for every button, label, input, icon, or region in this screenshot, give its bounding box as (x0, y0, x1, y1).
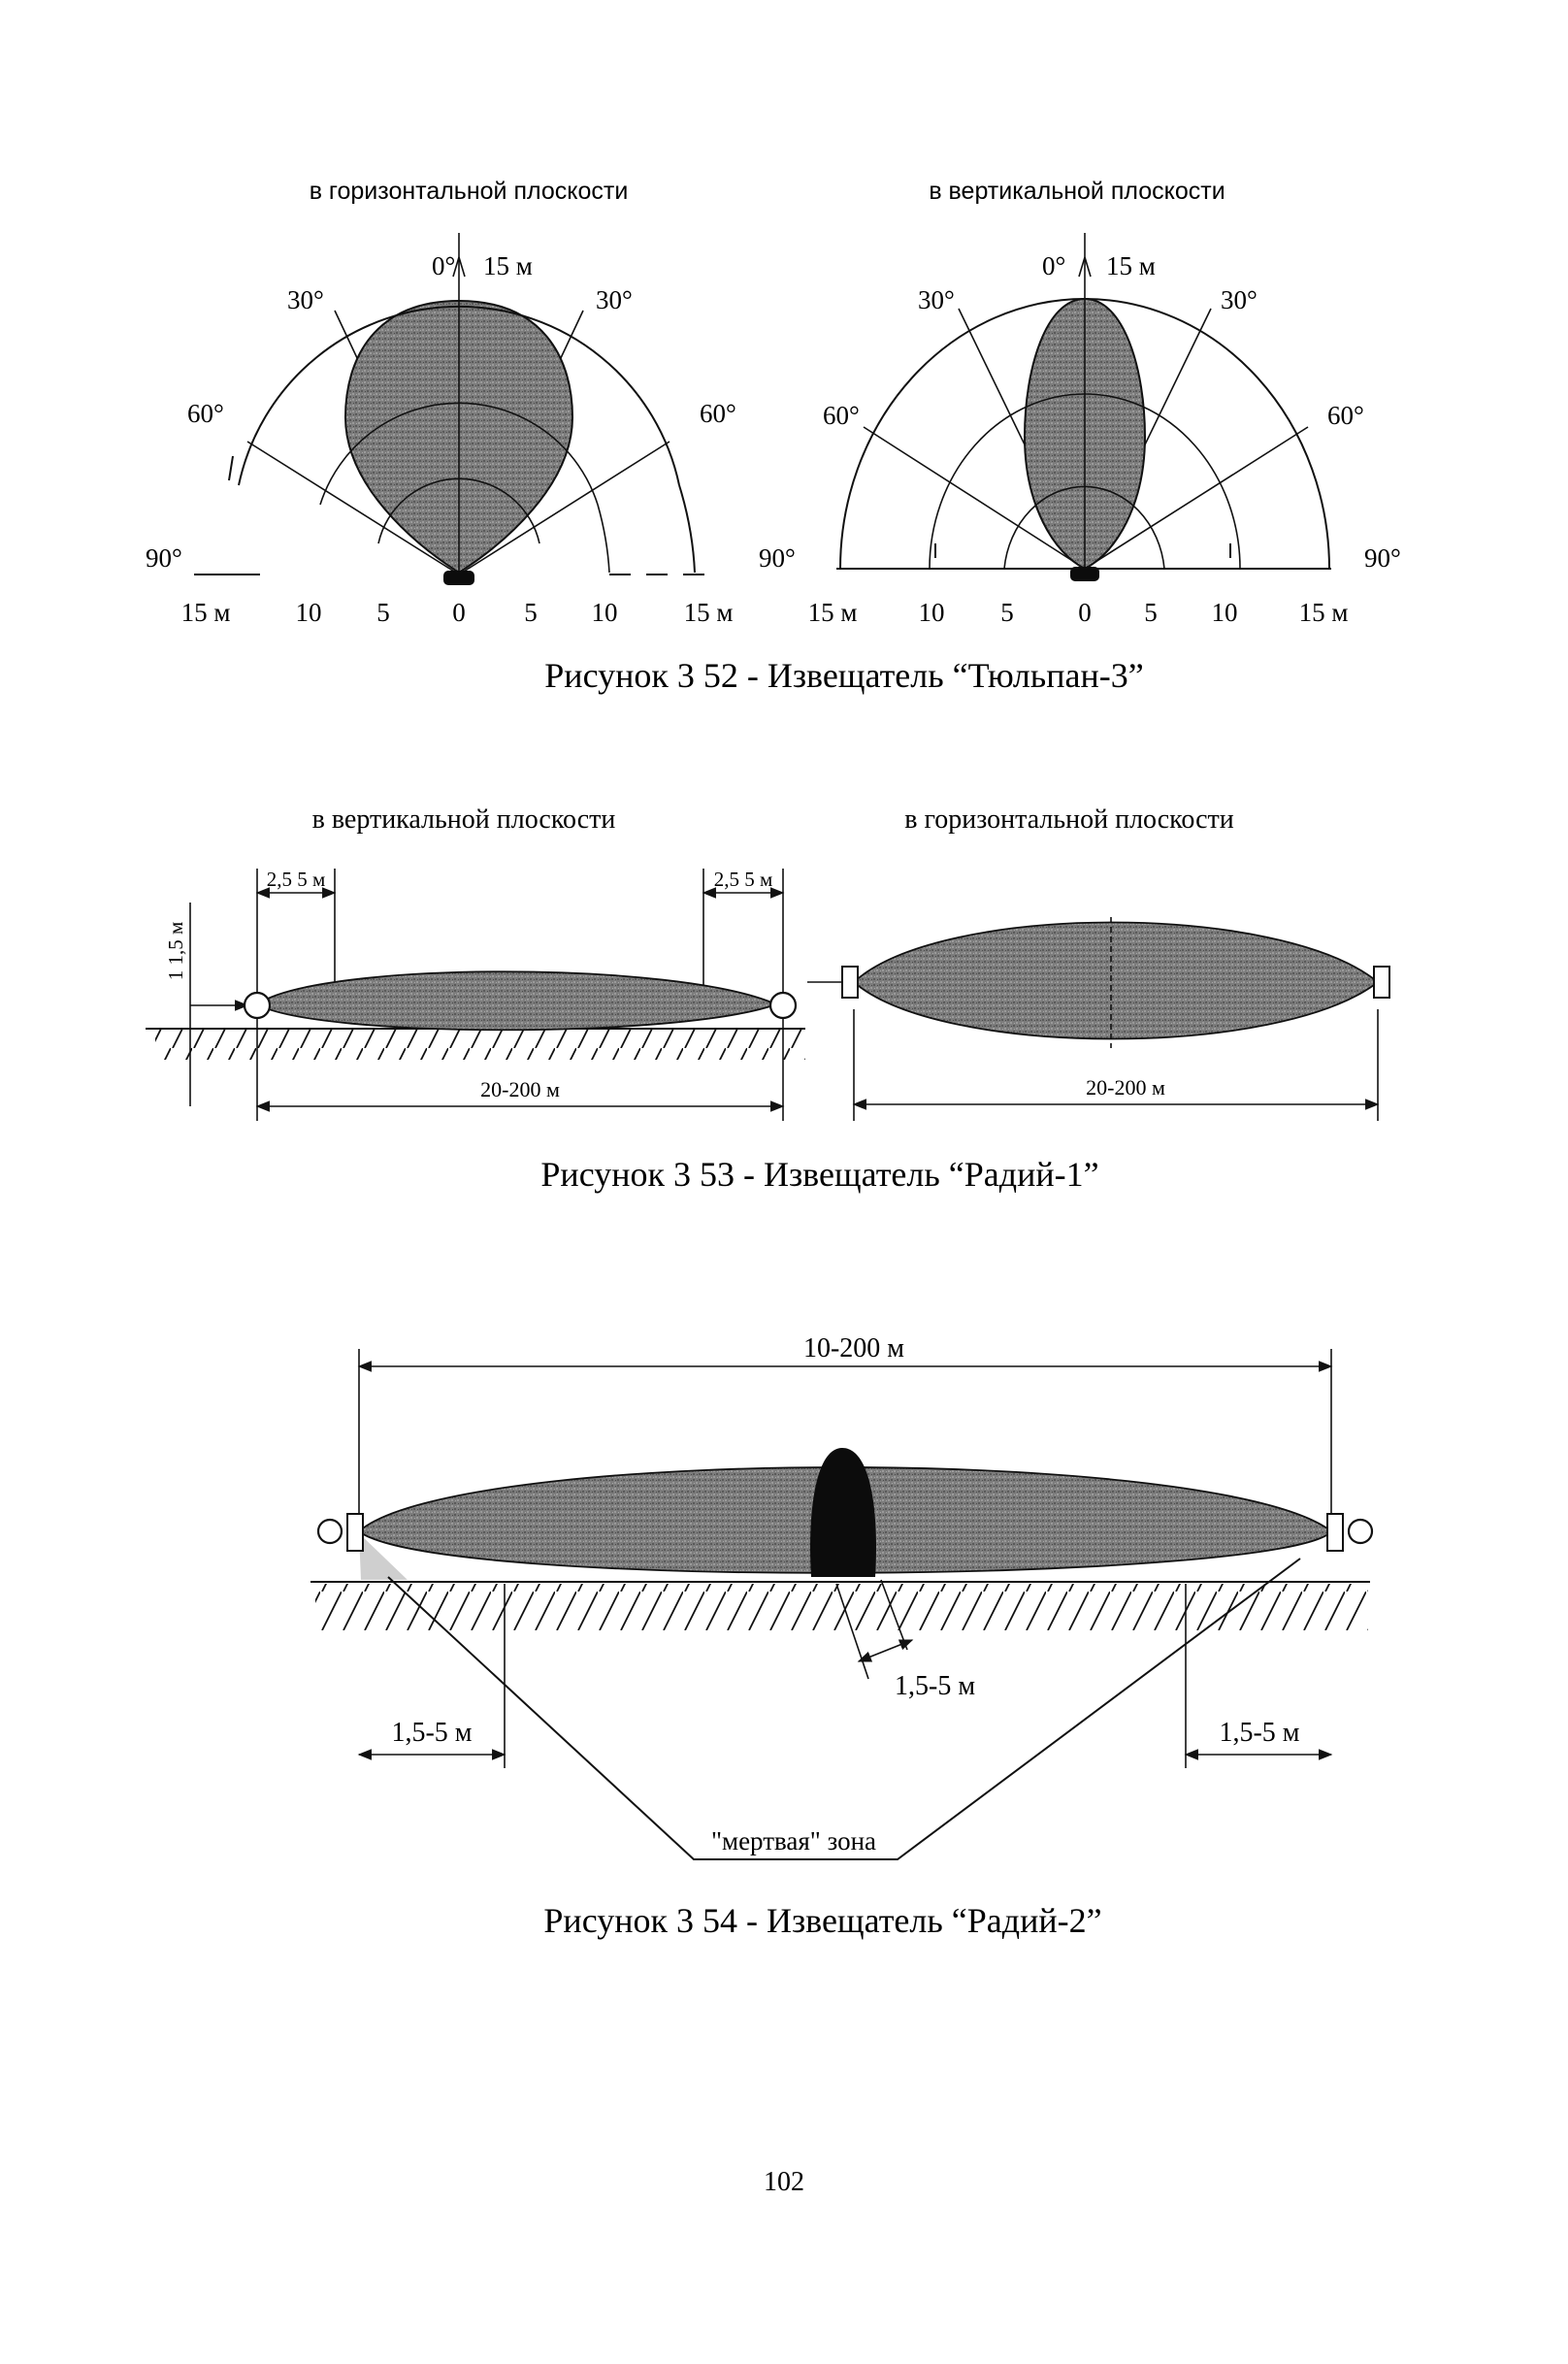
fig52-right-15m: 15 м (1106, 251, 1156, 280)
tick-label: 5 (1000, 598, 1014, 627)
fig52-left-deg90: 90° (146, 543, 182, 573)
fig53-right-range: 20-200 м (1086, 1075, 1165, 1100)
tick-label: 10 (1211, 598, 1238, 627)
fig53-left-ground-hatch (155, 1029, 805, 1060)
fig52-left-deg60r: 60° (700, 399, 736, 428)
tick-label: 5 (1144, 598, 1158, 627)
fig52-left-arc-end (679, 485, 695, 573)
fig52-left-arc-tick (229, 456, 233, 480)
fig53-horizontal-plane-diagram (807, 804, 1389, 1121)
fig53-left-title: в вертикальной плоскости (311, 804, 616, 835)
fig53-vertical-plane-diagram (146, 804, 805, 1121)
figure-52 (146, 178, 1401, 695)
fig52-left-sensor (443, 571, 474, 585)
fig52-left-arc-10m-end (598, 505, 609, 573)
fig53-left-receiver (770, 993, 796, 1018)
fig54-right-unit-lens (1349, 1520, 1372, 1543)
fig52-left-deg30l: 30° (287, 285, 324, 314)
tick-label: 5 (376, 598, 390, 627)
fig53-right-emitter (842, 967, 858, 998)
fig53-right-receiver (1374, 967, 1389, 998)
fig54-right-unit (1327, 1514, 1343, 1551)
fig52-left-deg60l: 60° (187, 399, 224, 428)
fig53-right-detection-zone (854, 923, 1378, 1039)
fig52-right-title: в вертикальной плоскости (929, 178, 1225, 205)
fig52-right-deg90r: 90° (1364, 543, 1401, 573)
fig54-width-center: 1,5-5 м (895, 1671, 976, 1701)
tick-label: 15 м (180, 598, 231, 627)
figure-53 (146, 804, 1389, 1194)
tick-label: 15 м (807, 598, 858, 627)
fig52-left-title: в горизонтальной плоскости (309, 178, 629, 205)
tick-label: 10 (591, 598, 618, 627)
tick-label: 0 (1078, 598, 1092, 627)
fig54-dead-zone: "мертвая" зона (710, 1826, 877, 1855)
fig52-right-scale (808, 598, 1349, 627)
figure-54 (310, 1333, 1372, 1940)
tick-label: 10 (295, 598, 322, 627)
fig52-left-scale (181, 598, 734, 627)
fig52-right-deg30l: 30° (918, 285, 955, 314)
fig52-vertical-plane-diagram (759, 178, 1401, 627)
fig54-width-left: 1,5-5 м (391, 1718, 473, 1748)
fig54-range: 10-200 м (802, 1333, 905, 1363)
fig52-left-deg30r: 30° (596, 285, 633, 314)
fig53-right-title: в горизонтальной плоскости (904, 804, 1234, 835)
fig52-right-deg90l: 90° (759, 543, 796, 573)
fig54-left-unit-lens (318, 1520, 342, 1543)
fig53-offset-right: 2,5 5 м (713, 868, 773, 891)
fig52-right-deg30r: 30° (1221, 285, 1258, 314)
tick-label: 0 (452, 598, 466, 627)
fig52-left-15m: 15 м (483, 251, 533, 280)
fig52-left-deg0: 0° (432, 251, 456, 280)
fig53-left-emitter (245, 993, 270, 1018)
fig53-offset-left: 2,5 5 м (266, 868, 326, 891)
tick-label: 15 м (683, 598, 734, 627)
fig52-right-sensor (1070, 567, 1099, 581)
fig53-caption: Рисунок 3 53 - Извещатель “Радий-1” (540, 1155, 1099, 1194)
fig54-caption: Рисунок 3 54 - Извещатель “Радий-2” (543, 1901, 1102, 1940)
tick-label: 5 (524, 598, 538, 627)
tick-label: 15 м (1298, 598, 1349, 627)
tick-label: 10 (918, 598, 945, 627)
fig53-height: 1 1,5 м (164, 921, 187, 981)
fig54-left-unit (347, 1514, 363, 1551)
fig54-ground-hatch (315, 1584, 1368, 1630)
fig53-left-range: 20-200 м (480, 1077, 560, 1101)
fig54-center-width-dim (859, 1640, 912, 1661)
page-number: 102 (764, 2167, 804, 2197)
fig52-right-deg60r: 60° (1327, 401, 1364, 430)
fig54-width-right: 1,5-5 м (1219, 1718, 1300, 1748)
fig52-horizontal-plane-diagram (146, 178, 736, 627)
fig52-right-deg60l: 60° (823, 401, 860, 430)
fig52-caption: Рисунок 3 52 - Извещатель “Тюльпан-3” (544, 656, 1144, 695)
fig52-right-deg0: 0° (1042, 251, 1066, 280)
